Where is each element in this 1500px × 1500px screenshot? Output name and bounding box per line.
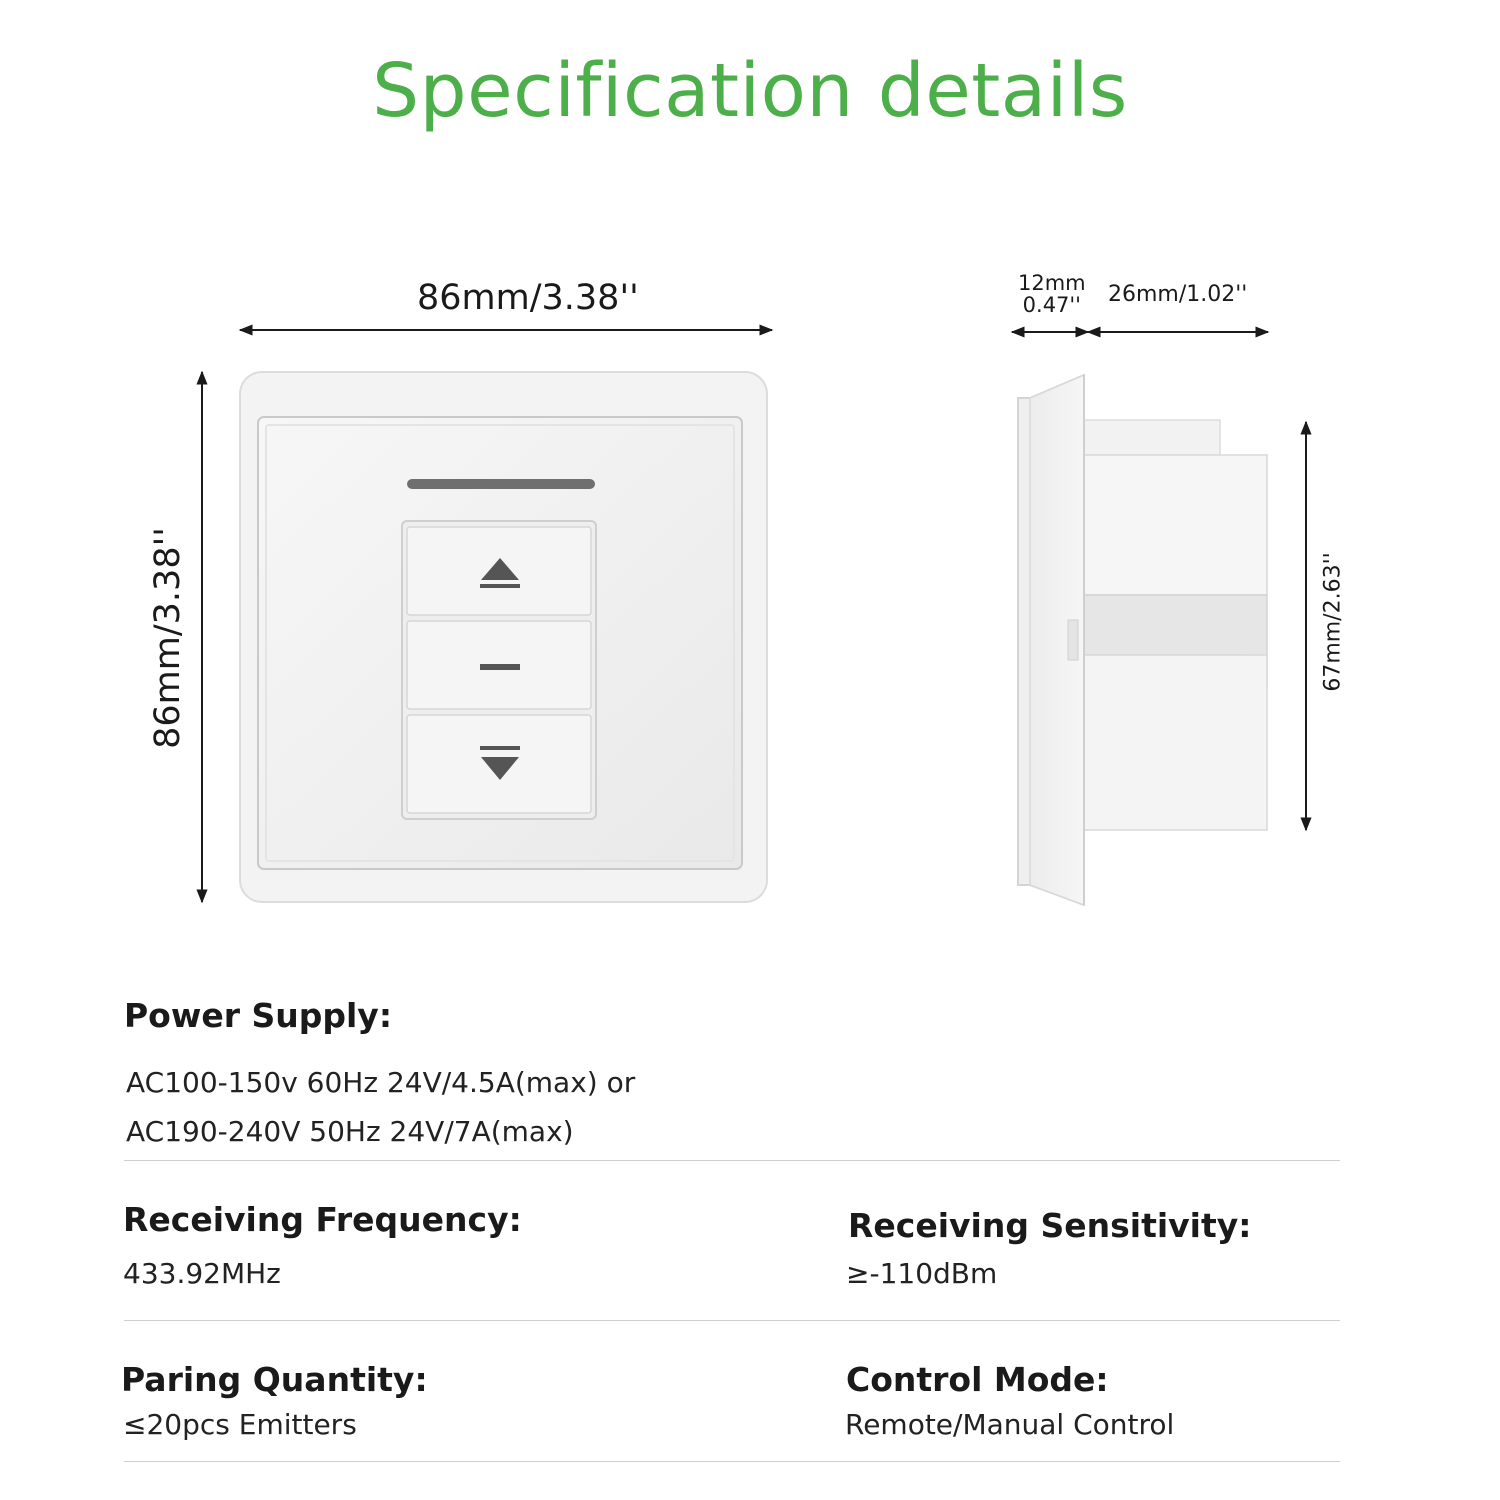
receiving-sensitivity-label: Receiving Sensitivity:	[848, 1206, 1252, 1245]
switch-front-view	[240, 372, 767, 902]
side-depth-b-label: 26mm/1.02''	[1108, 282, 1248, 307]
front-height-label: 86mm/3.38''	[148, 527, 188, 749]
switch-side-view	[1018, 375, 1267, 905]
power-supply-line2: AC190-240V 50Hz 24V/7A(max)	[126, 1115, 574, 1148]
paring-quantity-value: ≤20pcs Emitters	[123, 1408, 357, 1441]
front-width-label: 86mm/3.38''	[417, 278, 639, 318]
paring-quantity-label: Paring Quantity:	[121, 1360, 428, 1399]
divider-2	[124, 1320, 1340, 1321]
receiving-frequency-value: 433.92MHz	[123, 1257, 281, 1290]
stop-dash-icon	[480, 664, 520, 670]
side-depth-a-line2: 0.47''	[1022, 293, 1081, 317]
power-supply-line1: AC100-150v 60Hz 24V/4.5A(max) or	[126, 1066, 636, 1099]
power-supply-label: Power Supply:	[124, 996, 393, 1035]
divider-1	[124, 1160, 1340, 1161]
control-mode-value: Remote/Manual Control	[845, 1408, 1175, 1441]
receiving-frequency-label: Receiving Frequency:	[123, 1200, 522, 1239]
led-indicator-bar	[407, 479, 595, 489]
divider-3	[124, 1461, 1340, 1462]
page-title: Specification details	[372, 48, 1128, 134]
side-height-label: 67mm/2.63''	[1320, 552, 1346, 692]
receiving-sensitivity-value: ≥-110dBm	[846, 1257, 998, 1290]
side-depth-a-line1: 12mm	[1018, 271, 1086, 295]
control-mode-label: Control Mode:	[846, 1360, 1109, 1399]
